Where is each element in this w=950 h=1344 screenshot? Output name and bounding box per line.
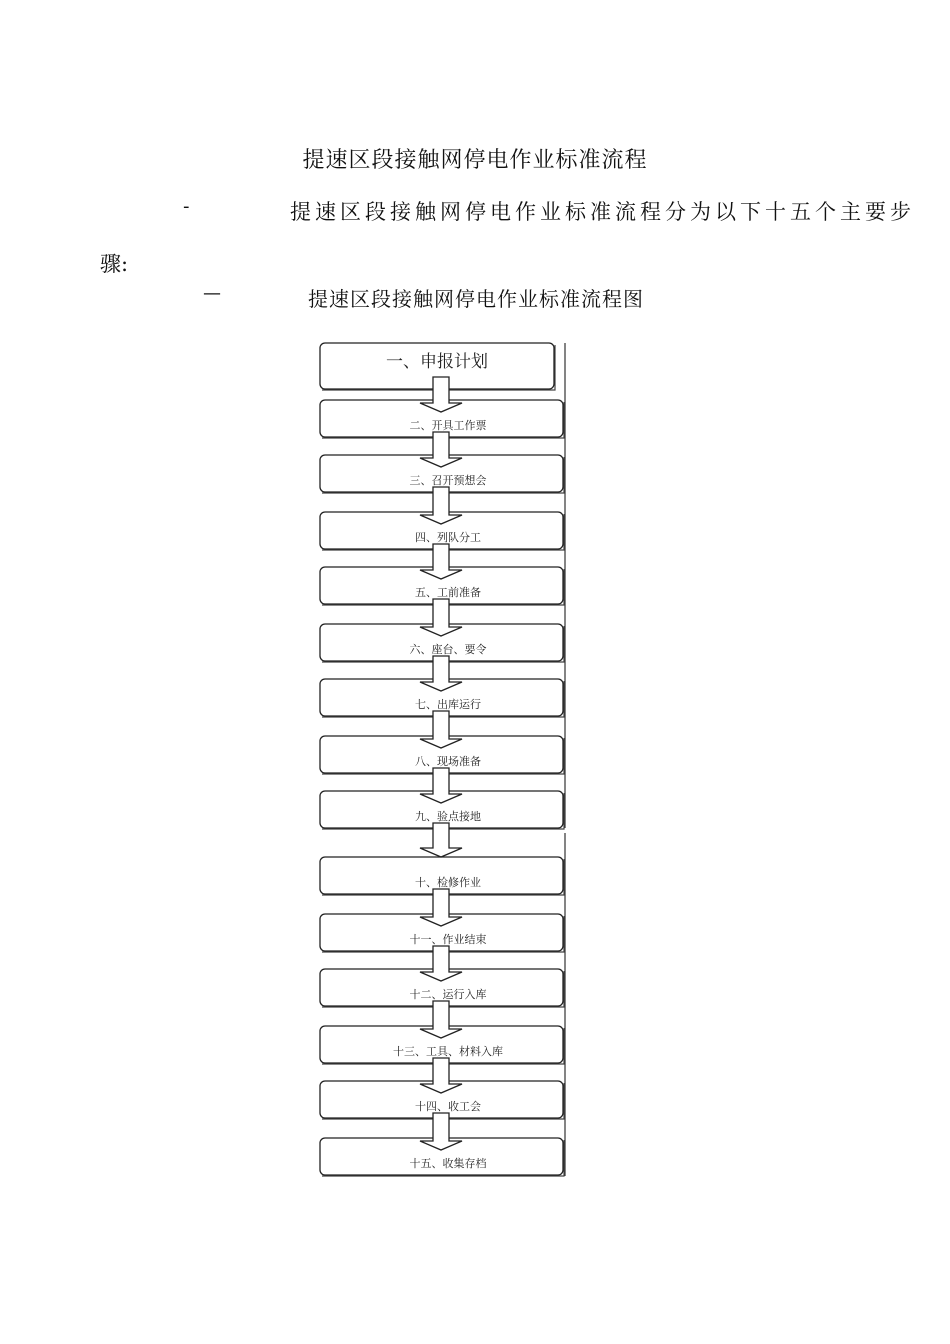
flow-step-label: 九、验点接地 [415,810,481,823]
flow-step-label: 三、召开预想会 [409,474,487,487]
flow-step-label: 十一、作业结束 [409,933,487,946]
flow-step-label: 四、列队分工 [415,531,481,544]
flowchart-heading: 提速区段接触网停电作业标准流程图 [308,287,644,311]
flow-step-label: 十四、收工会 [415,1100,481,1113]
flow-step-label: 二、开具工作票 [409,419,487,432]
section2-marker: — [203,283,221,304]
flow-step-label: 十、检修作业 [415,876,481,889]
flow-step-label: 八、现场准备 [415,755,481,768]
flow-step-label: 十五、收集存档 [409,1157,487,1170]
intro-text: 提速区段接触网停电作业标准流程分为以下十五个主要步 [290,200,915,224]
flow-step-label: 六、座台、要令 [409,643,487,656]
page-title: 提速区段接触网停电作业标准流程 [302,148,648,173]
flow-step-label: 一、申报计划 [386,352,488,372]
flow-step-label: 十二、运行入库 [409,988,487,1001]
section1-marker: - [183,196,190,217]
flow-step-label: 十三、工具、材料入库 [393,1045,503,1058]
flow-step-label: 七、出库运行 [415,698,481,711]
flow-step-label: 五、工前准备 [415,586,481,599]
intro-text-continuation: 骤: [100,252,129,276]
